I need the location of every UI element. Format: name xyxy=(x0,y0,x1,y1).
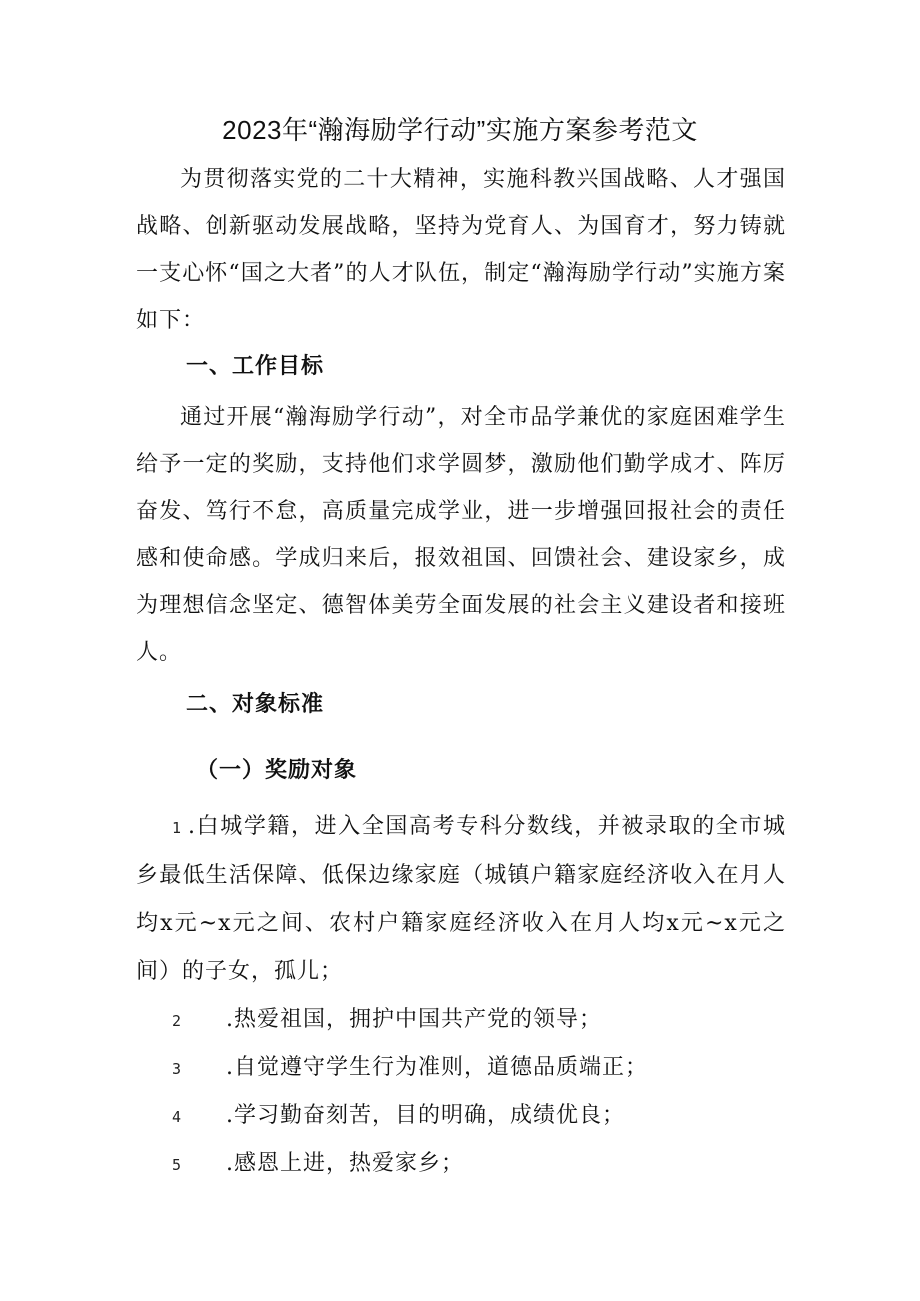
section-1-heading: 一、工作目标 xyxy=(186,354,325,379)
list-item-number: 1 xyxy=(172,819,183,837)
section-1-body: 通过开展“瀚海励学行动”，对全市品学兼优的家庭困难学生给予一定的奖励，支持他们求学圆梦，激励他们勤学成才、阵厉奋发、笃行不怠，高质量完成学业，进一步增强回报社会的责任感和使命感。学成归来后，报效祖国、回馈社会、建设家乡，成为理想信念坚定、德智体美劳全面发展的社会主义建设者和接班人。 xyxy=(136,405,786,665)
section-2-subheading: （一）奖励对象 xyxy=(196,758,358,783)
document-title: 2023年“瀚海励学行动”实施方案参考范文 xyxy=(222,115,698,145)
list-item xyxy=(172,1000,602,1041)
section-2-heading: 二、对象标准 xyxy=(186,692,325,717)
list-item-text: .热爱祖国，拥护中国共产党的领导； xyxy=(226,1007,602,1032)
list-item xyxy=(172,1096,625,1137)
list-item xyxy=(172,1048,648,1089)
list-item-number: 4 xyxy=(172,1108,183,1126)
list-item xyxy=(136,803,786,996)
list-item xyxy=(172,1144,464,1185)
list-item-text: .学习勤奋刻苦，目的明确，成绩优良； xyxy=(226,1103,625,1128)
list-item-text: .感恩上进，热爱家乡； xyxy=(226,1151,464,1176)
intro-paragraph: 为贯彻落实党的二十大精神，实施科教兴国战略、人才强国战略、创新驱动发展战略，坚持为党育人、为国育才，努力铸就一支心怀“国之大者”的人才队伍，制定“瀚海励学行动”实施方案如下： xyxy=(136,167,786,333)
list-item-number: 5 xyxy=(172,1156,183,1174)
list-item-text: .白城学籍，进入全国高考专科分数线，并被录取的全市城乡最低生活保障、低保边缘家庭（城镇户籍家庭经济收入在月人均x元~x元之间、农村户籍家庭经济收入在月人均x元~x元之间）的子女，孤儿； xyxy=(136,814,786,984)
list-item-text: .自觉遵守学生行为准则，道德品质端正； xyxy=(226,1055,648,1080)
list-item-number: 3 xyxy=(172,1060,183,1078)
list-item-number: 2 xyxy=(172,1012,183,1030)
